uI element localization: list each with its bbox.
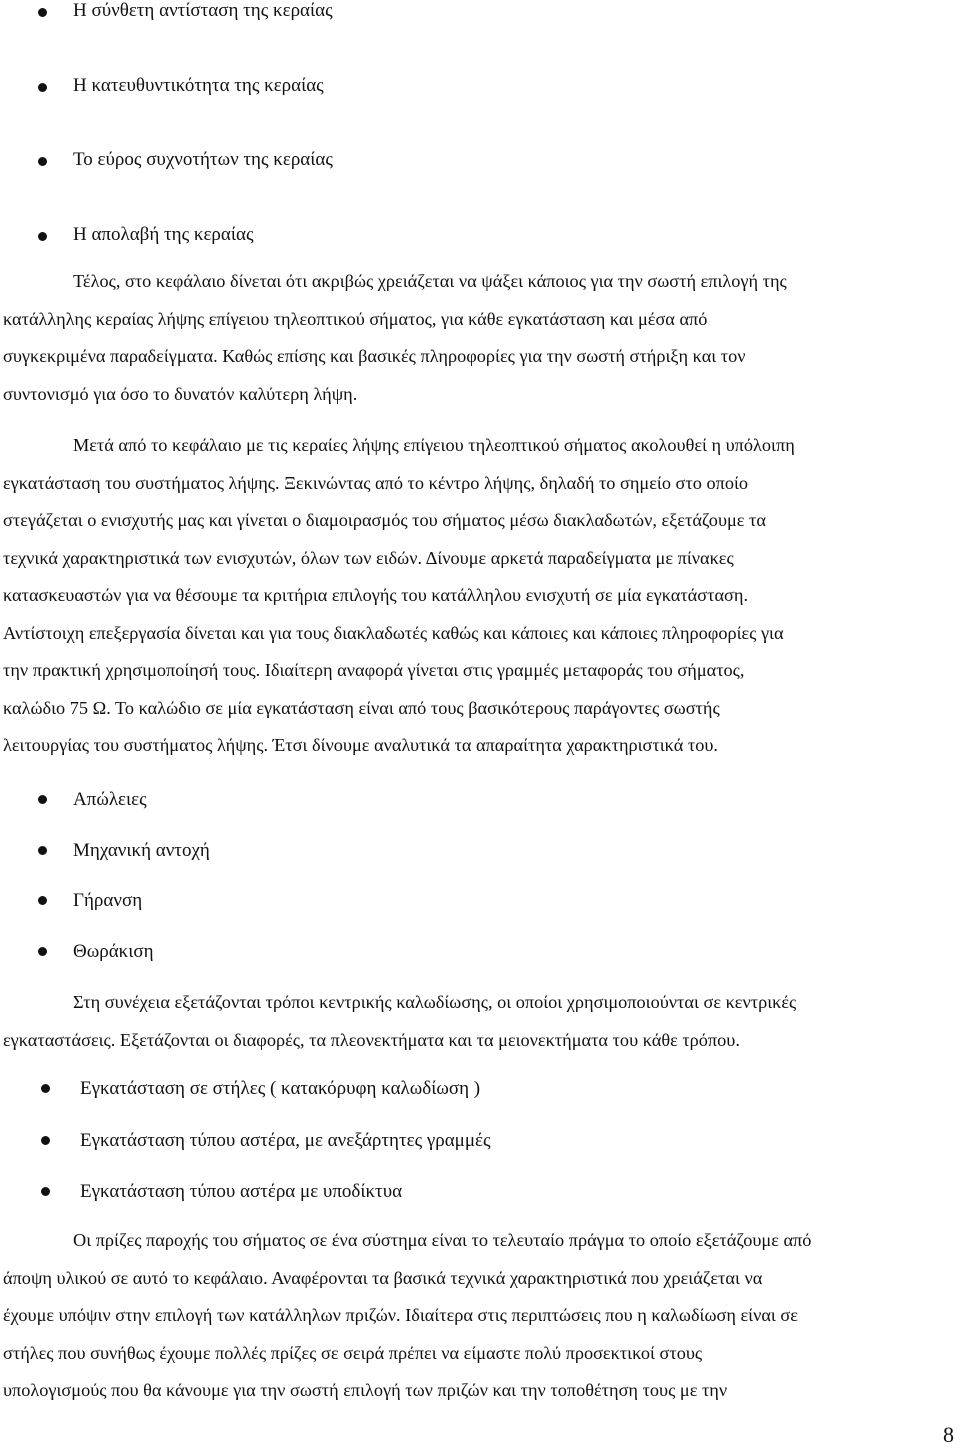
paragraph-line: εγκαταστάσεις. Εξετάζονται οι διαφορές, τα πλεονεκτήματα και τα μειονεκτήματα του κάθε τρόπου. <box>3 1029 740 1050</box>
list-item-text: Γήρανση <box>73 890 143 911</box>
paragraph-line: στεγάζεται ο ενισχυτής μας και γίνεται ο διαμοιρασμός του σήματος μέσω διακλαδωτών, εξετάζουμε τα <box>3 510 766 530</box>
bullet-icon <box>38 896 47 905</box>
paragraph-line: κατασκευαστών για να θέσουμε τα κριτήρια επιλογής του κατάλληλου ενισχυτή σε μία εγκατάσταση. <box>3 585 749 605</box>
paragraph-antenna-selection <box>3 263 943 413</box>
list-item-text: Θωράκιση <box>73 940 154 962</box>
bullet-icon <box>38 947 47 956</box>
paragraph-line: την πρακτική χρησιμοποίησή τους. Ιδιαίτερη αναφορά γίνεται στις γραμμές μεταφοράς του σήματος, <box>3 660 745 680</box>
bullet-icon <box>38 157 47 166</box>
list-item-text: Η κατευθυντικότητα της κεραίας <box>73 74 324 96</box>
list-item-text: Εγκατάσταση τύπου αστέρα με υποδίκτυα <box>80 1181 403 1202</box>
bullet-icon <box>38 83 47 92</box>
bullet-icon <box>38 8 47 17</box>
paragraph-outlets <box>3 1222 943 1410</box>
paragraph-line: συγκεκριμένα παραδείγματα. Καθώς επίσης και βασικές πληροφορίες για την σωστή στήριξη και τον <box>3 346 746 366</box>
list-item-text: Η απολαβή της κεραίας <box>73 224 254 246</box>
list-item-text: Εγκατάσταση σε στήλες ( κατακόρυφη καλωδίωση ) <box>80 1078 481 1099</box>
paragraph-line: υπολογισμούς που θα κάνουμε για την σωστή επιλογή των πριζών και την τοποθέτηση τους με την <box>3 1380 728 1400</box>
list-item-text: Μηχανική αντοχή <box>73 839 210 861</box>
bullet-icon <box>38 232 47 241</box>
paragraph-line: άποψη υλικού σε αυτό το κεφάλαιο. Αναφέρονται τα βασικά τεχνικά χαρακτηριστικά που χρειάζεται να <box>3 1267 763 1288</box>
page-number: 8 <box>943 1422 954 1447</box>
paragraph-line: Οι πρίζες παροχής του σήματος σε ένα σύστημα είναι το τελευταίο πράγμα το οποίο εξετάζουμε από <box>73 1230 812 1250</box>
paragraph-line: Στη συνέχεια εξετάζονται τρόποι κεντρικής καλωδίωσης, οι οποίοι χρησιμοποιούνται σε κεντρικές <box>73 992 797 1012</box>
paragraph-line: στήλες που συνήθως έχουμε πολλές πρίζες σε σειρά πρέπει να είμαστε πολύ προσεκτικοί στους <box>3 1342 703 1363</box>
bullet-icon <box>41 1136 50 1145</box>
bullet-icon <box>38 795 47 804</box>
paragraph-cabling-methods <box>3 984 943 1059</box>
paragraph-line: συντονισμό για όσο το δυνατόν καλύτερη λήψη. <box>3 383 358 404</box>
paragraph-reception-system <box>3 427 943 765</box>
list-item-text: Απώλειες <box>73 789 147 810</box>
list-item-text: Το εύρος συχνοτήτων της κεραίας <box>73 149 333 171</box>
paragraph-line: Αντίστοιχη επεξεργασία δίνεται και για τους διακλαδωτές καθώς και κάποιες και κάποιες πληροφορίες για <box>3 622 784 643</box>
bullet-icon <box>38 846 47 855</box>
paragraph-line: καλώδιο 75 Ω. Το καλώδιο σε μία εγκατάσταση είναι από τους βασικότερους παράγοντες σωστής <box>3 697 720 718</box>
bullet-icon <box>41 1084 50 1093</box>
paragraph-line: Τέλος, στο κεφάλαιο δίνεται ότι ακριβώς χρειάζεται να ψάξει κάποιος για την σωστή επιλογή της <box>73 271 787 291</box>
paragraph-line: Μετά από το κεφάλαιο με τις κεραίες λήψης επίγειου τηλεοπτικού σήματος ακολουθεί η υπόλοιπη <box>73 435 795 455</box>
paragraph-line: λειτουργίας του συστήματος λήψης. Έτσι δίνουμε αναλυτικά τα απαραίτητα χαρακτηριστικά του. <box>3 735 718 755</box>
paragraph-line: κατάλληλης κεραίας λήψης επίγειου τηλεοπτικού σήματος, για κάθε εγκατάσταση και μέσα από <box>3 308 708 329</box>
list-item-text: Η σύνθετη αντίσταση της κεραίας <box>73 0 333 21</box>
paragraph-line: εγκατάσταση του συστήματος λήψης. Ξεκινώντας από το κέντρο λήψης, δηλαδή το σημείο στο οποίο <box>3 472 749 493</box>
paragraph-line: τεχνικά χαρακτηριστικά των ενισχυτών, όλων των ειδών. Δίνουμε αρκετά παραδείγματα με πίνακες <box>3 547 734 568</box>
bullet-icon <box>41 1187 50 1196</box>
list-item-text: Εγκατάσταση τύπου αστέρα, με ανεξάρτητες γραμμές <box>80 1129 491 1151</box>
paragraph-line: έχουμε υπόψιν στην επιλογή των κατάλληλων πριζών. Ιδιαίτερα στις περιπτώσεις που η καλωδίωση είναι σε <box>3 1305 798 1325</box>
